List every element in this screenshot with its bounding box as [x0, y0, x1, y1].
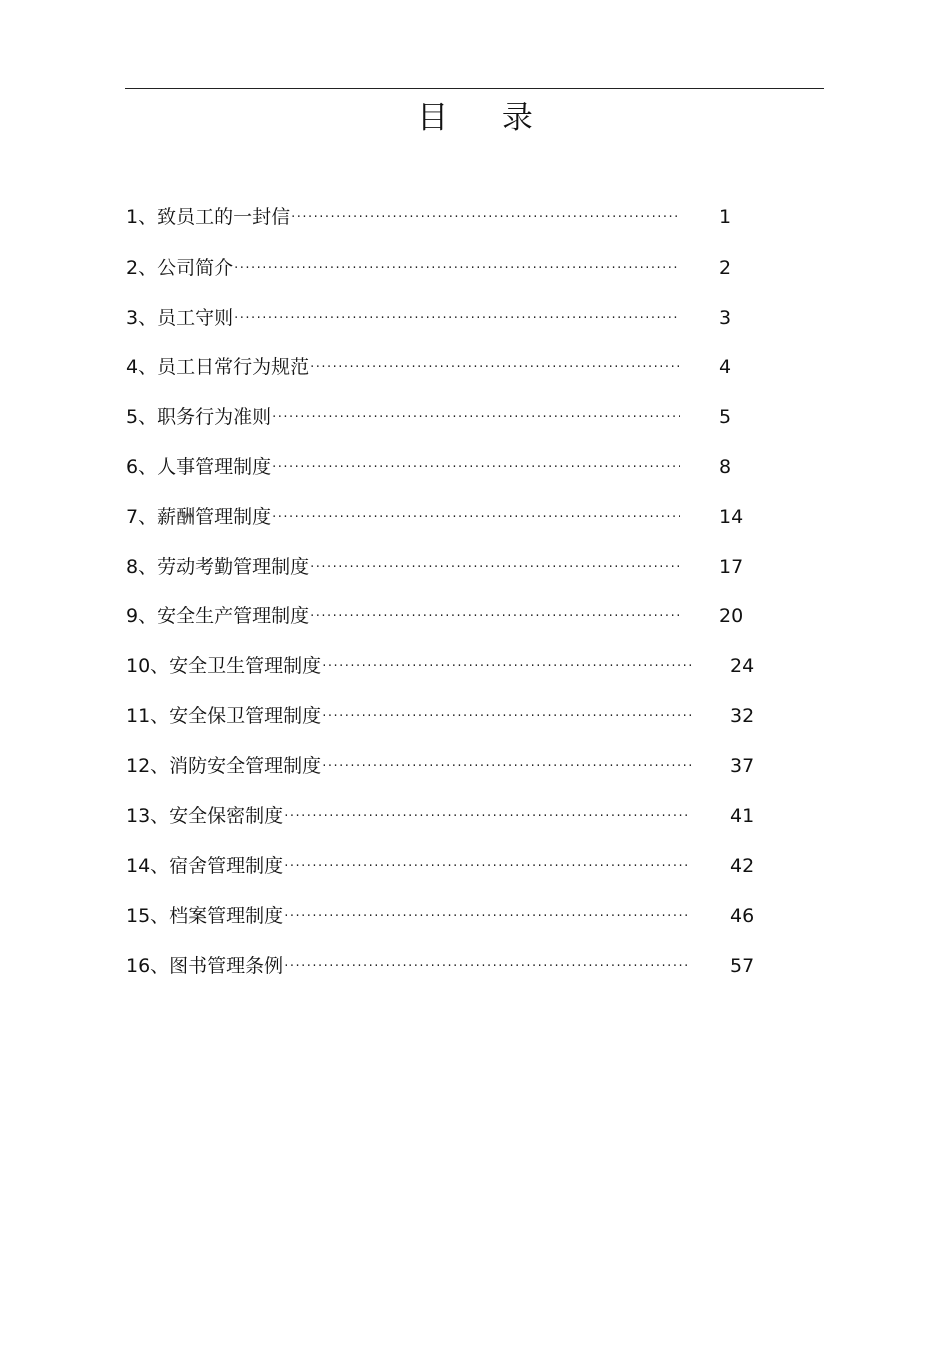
toc-entry-label: 1、致员工的一封信 — [126, 206, 291, 228]
toc-entry-label: 12、消防安全管理制度 — [126, 755, 322, 777]
toc-dot-leader — [272, 504, 680, 530]
toc-entry-page: 14 — [719, 506, 744, 528]
toc-entry-label: 7、薪酬管理制度 — [126, 506, 272, 528]
toc-entry-label: 15、档案管理制度 — [126, 905, 284, 927]
toc-entry[interactable] — [126, 405, 732, 429]
toc-dot-leader — [272, 404, 680, 430]
toc-entry[interactable] — [126, 256, 732, 280]
toc-entry-label: 16、图书管理条例 — [126, 955, 284, 977]
toc-dot-leader — [310, 354, 680, 380]
toc-entry-label: 4、员工日常行为规范 — [126, 356, 310, 378]
toc-dot-leader — [310, 603, 680, 629]
toc-entry-label: 13、安全保密制度 — [126, 805, 284, 827]
toc-entry-label: 2、公司简介 — [126, 257, 234, 279]
toc-entry[interactable] — [126, 555, 744, 579]
toc-entry-label: 11、安全保卫管理制度 — [126, 705, 322, 727]
header-rule — [125, 88, 824, 89]
toc-entry[interactable] — [126, 505, 744, 529]
toc-entry[interactable] — [126, 205, 732, 229]
toc-entry-label: 8、劳动考勤管理制度 — [126, 556, 310, 578]
toc-dot-leader — [291, 204, 680, 230]
toc-entry[interactable] — [126, 306, 732, 330]
toc-entry-page: 32 — [730, 705, 755, 727]
toc-entry-label: 6、人事管理制度 — [126, 456, 272, 478]
toc-dot-leader — [234, 305, 680, 331]
toc-entry-page: 57 — [730, 955, 755, 977]
toc-entry[interactable] — [126, 954, 755, 978]
toc-dot-leader — [284, 903, 691, 929]
toc-entry[interactable] — [126, 654, 755, 678]
toc-dot-leader — [322, 653, 691, 679]
toc-entry[interactable] — [126, 754, 755, 778]
toc-dot-leader — [322, 703, 691, 729]
toc-entry-label: 9、安全生产管理制度 — [126, 605, 310, 627]
toc-entry-page: 8 — [719, 456, 732, 478]
toc-entry[interactable] — [126, 704, 755, 728]
toc-entry[interactable] — [126, 854, 755, 878]
toc-entry[interactable] — [126, 604, 744, 628]
toc-dot-leader — [284, 803, 691, 829]
toc-dot-leader — [310, 554, 680, 580]
toc-entry-page: 20 — [719, 605, 744, 627]
toc-entry-page: 37 — [730, 755, 755, 777]
toc-entry[interactable] — [126, 804, 755, 828]
toc-entry-label: 5、职务行为准则 — [126, 406, 272, 428]
toc-entry-page: 1 — [719, 206, 732, 228]
toc-entry[interactable] — [126, 904, 755, 928]
toc-entry-label: 3、员工守则 — [126, 307, 234, 329]
toc-dot-leader — [322, 753, 691, 779]
toc-title: 目 录 — [417, 100, 555, 136]
toc-entry-page: 46 — [730, 905, 755, 927]
toc-entry[interactable] — [126, 355, 732, 379]
toc-dot-leader — [284, 953, 691, 979]
toc-entry-page: 41 — [730, 805, 755, 827]
toc-entry-page: 5 — [719, 406, 732, 428]
toc-entry-page: 24 — [730, 655, 755, 677]
toc-entry-page: 42 — [730, 855, 755, 877]
toc-entry-page: 17 — [719, 556, 744, 578]
toc-dot-leader — [284, 853, 691, 879]
toc-entry-label: 14、宿舍管理制度 — [126, 855, 284, 877]
toc-entry-label: 10、安全卫生管理制度 — [126, 655, 322, 677]
toc-entry-page: 4 — [719, 356, 732, 378]
toc-dot-leader — [234, 255, 680, 281]
toc-entry-page: 2 — [719, 257, 732, 279]
toc-dot-leader — [272, 454, 680, 480]
toc-entry[interactable] — [126, 455, 732, 479]
toc-entry-page: 3 — [719, 307, 732, 329]
